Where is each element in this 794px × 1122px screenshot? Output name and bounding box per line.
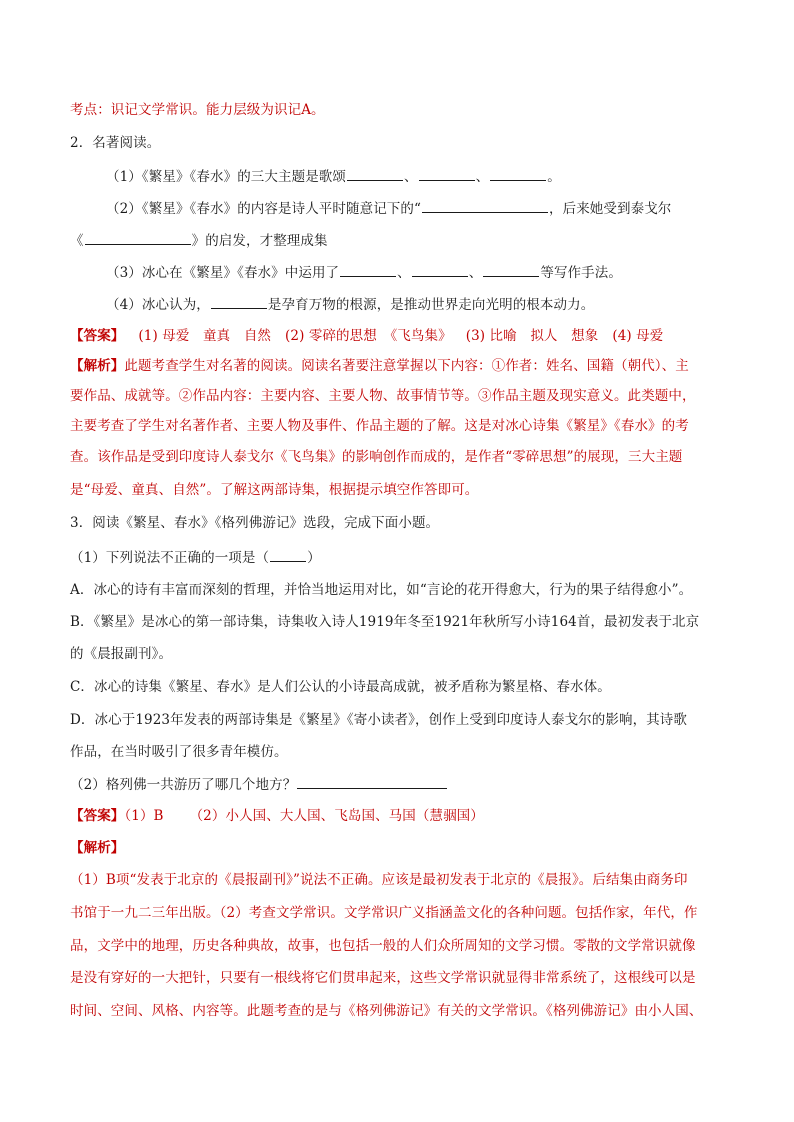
answer-3 xyxy=(70,806,730,826)
text: 、 xyxy=(397,265,411,281)
question-2-3 xyxy=(106,262,766,283)
analysis-2-line-1 xyxy=(70,356,730,376)
text: ，后来她受到泰戈尔 xyxy=(549,201,672,217)
analysis-2-line-5: 是“母爱、童真、自然”。了解这两部诗集，根据提示填空作答即可。 xyxy=(70,482,479,498)
fill-blank[interactable] xyxy=(347,166,403,181)
analysis-3-tag-line xyxy=(70,838,730,858)
option-d-line-1: D．冰心于1923年发表的两部诗集是《繁星》《寄小读者》，创作上受到印度诗人泰戈尔的影响，其诗歌 xyxy=(70,712,687,728)
fill-blank[interactable] xyxy=(85,230,191,245)
analysis-tag: 【解析】 xyxy=(70,358,125,374)
fill-blank[interactable] xyxy=(483,262,539,277)
text: 、 xyxy=(475,169,490,185)
question-2-title: 2．名著阅读。 xyxy=(70,135,161,151)
fill-blank[interactable] xyxy=(211,294,267,309)
answer-2 xyxy=(70,326,730,346)
analysis-text: 此题考查学生对名著的阅读。阅读名著要注意掌握以下内容：①作者：姓名、国籍（朝代）、主 xyxy=(124,358,689,374)
analysis-2-line-3: 主要考查了学生对名著作者、主要人物及事件、作品主题的了解。这是对冰心诗集《繁星》《春水》的考 xyxy=(70,418,689,434)
option-c: C．冰心的诗集《繁星、春水》是人们公认的小诗最高成就，被矛盾称为繁星格、春水体。 xyxy=(70,679,611,695)
fill-blank[interactable] xyxy=(412,262,468,277)
fill-blank[interactable] xyxy=(419,166,475,181)
option-d-line-2: 作品，在当时吸引了很多青年模仿。 xyxy=(70,744,288,760)
text: 《 xyxy=(70,233,84,249)
analysis-2-line-4: 查。该作品是受到印度诗人泰戈尔《飞鸟集》的影响创作而成的，是作者“零碎思想”的展现，三大主题 xyxy=(70,449,683,465)
text: 、 xyxy=(404,169,418,185)
answer-text: (2) 零碎的思想 《飞鸟集》 xyxy=(285,328,452,344)
question-2-2 xyxy=(106,198,766,219)
question-2-2-cont xyxy=(70,230,730,251)
analysis-2-line-2: 要作品、成就等。②作品内容：主要内容、主要人物、故事情节等。③作品主题及现实意义。此类题中， xyxy=(70,388,696,404)
question-3-2 xyxy=(70,774,730,795)
question-3-1 xyxy=(70,547,730,568)
fill-blank[interactable] xyxy=(340,262,396,277)
answer-text: (3) 比喻 拟人 想象 xyxy=(465,328,599,344)
text: 》的启发，才整理成集 xyxy=(191,233,328,249)
analysis-3-line-4: 是没有穿好的一大把针，只要有一根线将它们贯串起来，这些文学常识就显得非常系统了，这根线可以是 xyxy=(70,970,696,986)
answer-tag: 【答案】 xyxy=(70,328,125,344)
analysis-tag: 【解析】 xyxy=(70,840,125,856)
text: （2）《繁星》《春水》的内容是诗人平时随意记下的“ xyxy=(106,201,421,217)
fill-blank[interactable] xyxy=(422,198,548,213)
exam-point-line: 考点：识记文学常识。能力层级为识记A。 xyxy=(70,102,325,118)
question-2-1 xyxy=(106,166,766,187)
option-b-line-2: 的《晨报副刊》。 xyxy=(70,646,173,662)
text: 、 xyxy=(468,265,483,281)
analysis-3-line-3: 品，文学中的地理，历史各种典故，故事，也包括一般的人们众所周知的文学习惯。零散的文学常识就像 xyxy=(70,938,696,954)
fill-blank[interactable] xyxy=(270,547,306,562)
text: ） xyxy=(307,550,321,566)
question-3-title: 3．阅读《繁星、春水》《格列佛游记》选段，完成下面小题。 xyxy=(70,515,440,531)
text: （1）《繁星》《春水》的三大主题是歌颂 xyxy=(106,169,346,185)
analysis-3-line-1: （1）B项“发表于北京的《晨报副刊》”说法不正确。应该是最初发表于北京的《晨报》。后结集由商务印 xyxy=(70,872,688,888)
fill-blank[interactable] xyxy=(490,166,546,181)
answer-text: (1) 母爱 童真 自然 xyxy=(138,328,272,344)
text: 是孕育万物的根源，是推动世界走向光明的根本动力。 xyxy=(267,297,595,313)
option-b-line-1: B．《繁星》是冰心的第一部诗集，诗集收入诗人1919年冬至1921年秋所写小诗164首，最初发表于北京 xyxy=(70,614,700,630)
fill-blank[interactable] xyxy=(297,774,447,789)
analysis-3-line-5: 时间、空间、风格、内容等。此题考查的是与《格列佛游记》有关的文学常识。《格列佛游记》由小人国、 xyxy=(70,1003,703,1019)
answer-text: （2）小人国、大人国、飞岛国、马国（慧骃国） xyxy=(189,808,484,824)
option-a: A．冰心的诗有丰富而深刻的哲理，并恰当地运用对比，如“言论的花开得愈大，行为的果子结得愈小”。 xyxy=(70,582,693,598)
text: 等写作手法。 xyxy=(540,265,622,281)
answer-tag: 【答案】 xyxy=(70,808,125,824)
answer-text: (4) 母爱 xyxy=(612,328,664,344)
text: 。 xyxy=(547,169,561,185)
text: （2）格列佛一共游历了哪几个地方？ xyxy=(70,777,297,793)
text: （3）冰心在《繁星》《春水》中运用了 xyxy=(106,265,340,281)
text: （1）下列说法不正确的一项是（ xyxy=(70,550,270,566)
answer-text: （1）B xyxy=(124,808,164,824)
text: （4）冰心认为， xyxy=(106,297,210,313)
question-2-4 xyxy=(106,294,766,315)
analysis-3-line-2: 书馆于一九二三年出版。（2）考查文学常识。文学常识广义指涵盖文化的各种问题。包括作家，年代，作 xyxy=(70,905,698,921)
